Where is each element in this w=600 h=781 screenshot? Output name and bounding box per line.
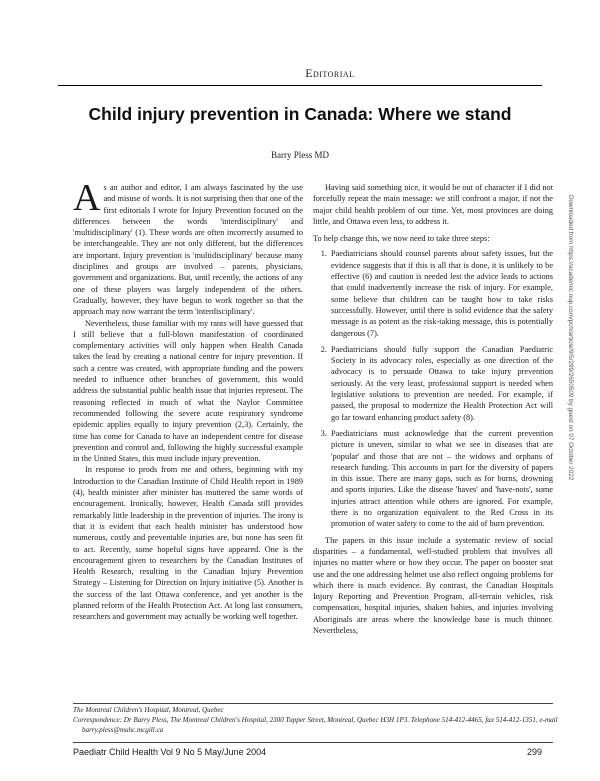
- footer-rule: [73, 742, 553, 743]
- section-label: Editorial: [305, 68, 355, 80]
- affiliation-block: [73, 705, 558, 735]
- download-watermark: [566, 195, 576, 615]
- list-item: 2. Paediatricians should fully support the Canadian Paediatric Society in its advocacy roles, especially as one direction of the advocacy is to persuade Ottawa to take injury prevention seriously. At the very least, professional support is needed when legislative solutions to prevention are needed. For example, if passed, the proposal to modernize the Health Protection Act will go far toward enhancing product safety (8).: [329, 344, 553, 423]
- footnote-rule: [73, 703, 553, 704]
- list-item: 1. Paediatricians should counsel parents about safety issues, but the evidence suggests that if this is all that is done, it is unlikely to be effective (6) and caution is needed lest the advice leads to actions that could inadvertently increase the risk of injury. For example, some believe that children can be taught how to take risks successfully. However, until there is solid evidence that the safety message is as potent as the risk-taking message, this is potentially dangerous (7).: [329, 248, 553, 338]
- journal-citation: Paediatr Child Health Vol 9 No 5 May/June 2004: [73, 747, 267, 757]
- paragraph: The papers in this issue include a systematic review of social disparities – a fundamental, well-studied problem that involves all injuries no matter where or how they occur. The paper on booster seat use and the one addressing helmet use also reflect ongoing problems for which there is much evidence. By contrast, the Canadian Hospitals Injury Reporting and Prevention Program, all-terrain vehicles, risk compensation, hospital injuries, shaken babies, and injuries involving Aboriginals are areas where the knowledge base is much thinner. Nevertheless,: [313, 535, 553, 635]
- header-rule: [58, 85, 542, 86]
- paragraph: Having said something nice, it would be out of character if I did not forcefully repeat the main message: we still confront a major, if not the major child health problem of our time. Yet, most provinces are doing little, and Ottawa even less, to address it.: [313, 183, 553, 226]
- list-item: 3. Paediatricians must acknowledge that the current prevention picture is uneven, similar to what we see in diseases that are 'popular' and those that are not – the widows and orphans of research funding. This accounts in part for the diversity of papers in this issue. There are many gaps, such as for burns, drowning and sports injuries. Like the disease 'haves' and 'have-nots', some injuries attract attention while others are ignored. For example, there is no organization equivalent to the Red Cross in its promotion of water safety to come to the aid of burn prevention.: [329, 428, 553, 530]
- page-number: 299: [526, 747, 542, 757]
- article-title: Child injury prevention in Canada: Where we stand: [88, 104, 512, 124]
- affiliation: The Montreal Children's Hospital, Montreal, Quebec: [73, 706, 224, 714]
- drop-cap: A: [73, 177, 101, 219]
- right-column: [313, 182, 553, 636]
- paragraph-text: s an author and editor, I am always fascinated by the use and misuse of words. It is not surprising then that one of the first editorials I wrote for Injury Prevention focused on the differences between the words 'interdisciplinary' and 'multidisciplinary' (1). These words are often incorrectly assumed to be interchangeable. They are not only different, but the differences are important. Injury prevention is 'multidisciplinary' because many disciplines and groups are involved – parents, physicians, government and organizations. But, until recently, the actions of any one of these players was largely independent of the others. Gradually, however, they have begun to work together so that the approach may now warrant the term 'interdisciplinary'.: [73, 183, 303, 317]
- correspondence: Correspondence: Dr Barry Pless, The Montreal Children's Hospital, 2300 Tupper Street, Montreal, Quebec H3H 1P3. Telephone 514-412-4465, fax 514-412-1351, e-mail barry.pless@muhc.mcgill.ca: [73, 716, 558, 734]
- paragraph: To help change this, we now need to take three steps:: [313, 234, 490, 244]
- paragraph: Nevertheless, those familiar with my rants will have guessed that I still believe that a full-blown manifestation of coordinated complementary activities will only happen when Health Canada takes the lead by creating a national centre for injury prevention. If such a centre was created, with appropriate funding and the powers needed to influence other branches of government, this would address the substantial public health issue that injuries represent. The reasoning reflected in much of what the Naylor Committee recommended following the severe acute respiratory syndrome epidemic applies equally to injury prevention (2,3). Certainly, the time has come for Canada to have an independent centre for disease prevention and control and, following the highly successful example in the United States, this must include injury prevention.: [73, 318, 303, 464]
- paragraph: In response to prods from me and others, beginning with my Introduction to the Canadian Institute of Child Health report in 1989 (4), health minister after minister has muttered the same words of encouragement. Ironically, however, Health Canada still provides remarkably little leadership in the prevention of injuries. The irony is that it is evident that each health minister has understood how numerous, costly and preventable injuries are, but none has seen fit to act. Recently, some hopeful signs have appeared. One is the encouragement given to researchers by the Canadian Institutes of Health Research, resulting in the Canadian Injury Prevention Strategy – Listening for Direction on Injury initiative (5). Another is the success of the last Ottawa conference, and yet another is the planned reform of the Health Protection Act. At long last consumers, researchers and government may actually be working well together.: [73, 465, 303, 622]
- left-column: [73, 177, 303, 623]
- steps-list: [313, 248, 553, 529]
- paragraph: [73, 177, 303, 318]
- watermark-text: Downloaded from https://academic.oup.com/pch/article/9/5/299/2650509 by guest on 07 October 2022: [567, 195, 574, 481]
- author-line: Barry Pless MD: [271, 150, 329, 160]
